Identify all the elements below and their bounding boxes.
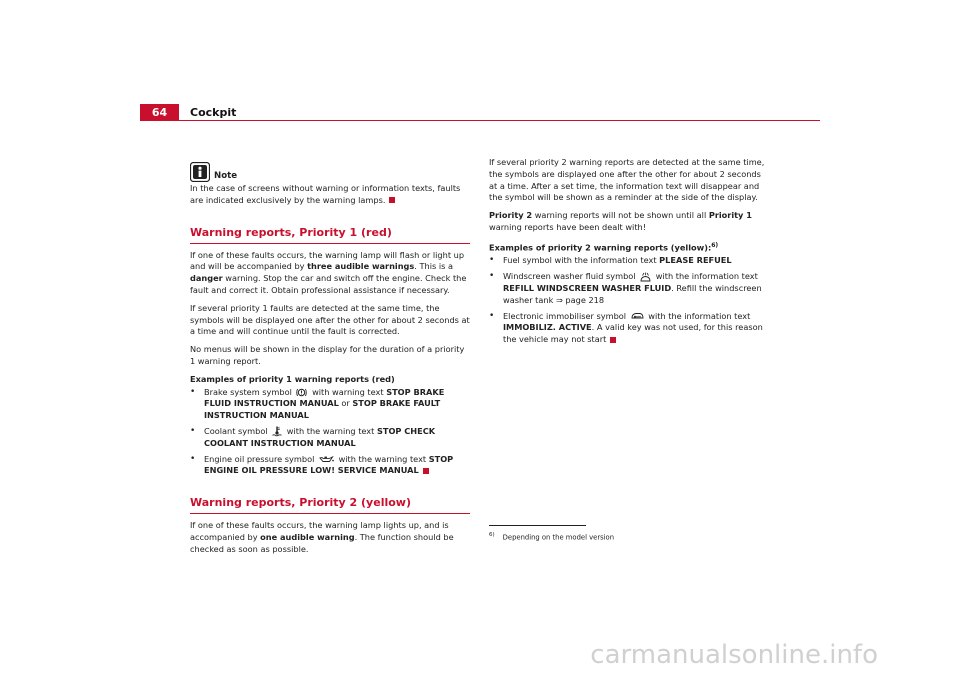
page-reference-link[interactable]: page 218	[562, 294, 605, 305]
text: warning. Stop the car and switch off the engine. Check the fault and correct it. Obtain professional assistance if necessary.	[190, 273, 467, 295]
text: with the warning text	[284, 425, 377, 436]
note-text-content: In the case of screens without warning or information texts, faults are indicated exclusively by the warning lamps.	[190, 183, 461, 205]
note-header	[190, 158, 470, 182]
priority2-paragraph-2: If several priority 2 warning reports are detected at the same time, the symbols are displayed one after the other for about 2 seconds at a time. After a set time, the information text will disappear and the symbol will be shown as a reminder at the side of the display.	[489, 157, 765, 203]
text: or	[338, 398, 353, 409]
bullet-icon: •	[489, 310, 495, 321]
text: . A valid key was not used, for this reason the vehicle may not start	[503, 322, 763, 345]
emphasis: Priority 1	[708, 210, 752, 221]
priority2-examples-heading	[489, 240, 769, 255]
text: Brake system symbol	[204, 386, 295, 397]
watermark: carmanualsonline.info	[590, 640, 878, 670]
note-title: Note	[214, 171, 238, 181]
bullet-icon: •	[190, 425, 196, 436]
header-rule	[179, 120, 820, 121]
list-item	[190, 387, 470, 422]
warning-text: STOP CHECK COOLANT INSTRUCTION MANUAL	[204, 425, 436, 448]
right-column	[489, 157, 769, 350]
page-link-arrow[interactable]: ⇒	[555, 294, 563, 305]
text: If one of these faults occurs, the warning lamp will flash or light up and will be accompanied by	[190, 249, 465, 272]
list-item	[489, 311, 769, 346]
list-item	[190, 426, 470, 450]
section-heading-priority-1: Warning reports, Priority 1 (red)	[190, 226, 470, 244]
warning-text: IMMOBILIZ. ACTIVE	[503, 322, 592, 333]
oil-pressure-icon	[319, 455, 334, 463]
warning-text: REFILL WINDSCREEN WASHER FLUID	[503, 282, 672, 293]
text: If one of these faults occurs, the warning lamp lights up, and is accompanied by	[190, 520, 449, 542]
text: with the information text	[653, 271, 758, 282]
page-header-title: Cockpit	[190, 106, 237, 119]
emphasis: three audible warnings	[307, 261, 415, 272]
bullet-icon: •	[190, 386, 196, 397]
bullet-icon: •	[489, 255, 495, 266]
end-mark-icon	[610, 337, 616, 343]
priority1-paragraph-1	[190, 250, 470, 297]
text: . This is a	[414, 261, 453, 272]
text: Electronic immobiliser symbol	[503, 310, 629, 321]
text: with the information text	[645, 310, 751, 321]
left-column	[190, 158, 470, 562]
immobiliser-key-icon	[631, 312, 644, 320]
priority1-examples-heading: Examples of priority 1 warning reports (red)	[190, 373, 395, 384]
warning-text: STOP BRAKE FLUID INSTRUCTION MANUAL	[204, 386, 445, 409]
washer-fluid-icon	[640, 272, 651, 282]
emphasis: danger	[190, 273, 223, 284]
text: Engine oil pressure symbol	[204, 453, 317, 464]
note-icon	[190, 162, 210, 182]
priority1-paragraph-3: No menus will be shown in the display for the duration of a priority 1 warning report.	[190, 344, 465, 366]
priority1-paragraph-2: If several priority 1 faults are detected at the same time, the symbols will be displayed one after the other for about 2 seconds at a time and will continue until the fault is corrected.	[190, 302, 470, 337]
footnote-mark: 6)	[489, 532, 495, 538]
priority2-paragraph-1	[190, 520, 470, 555]
text: warning reports have been dealt with!	[489, 221, 647, 232]
text: with the warning text	[335, 453, 429, 464]
warning-text: STOP BRAKE FAULT INSTRUCTION MANUAL	[204, 398, 441, 421]
note-text	[190, 183, 470, 207]
section-heading-priority-2: Warning reports, Priority 2 (yellow)	[190, 496, 470, 514]
text: warning reports will not be shown until all	[532, 210, 709, 221]
text: . The function should be checked as soon as possible.	[190, 531, 454, 554]
end-mark-icon	[389, 197, 395, 203]
footnote	[489, 530, 614, 542]
footnote-rule	[489, 525, 586, 526]
text: with warning text	[309, 386, 387, 397]
page-number: 64	[140, 104, 179, 121]
list-item	[190, 454, 470, 478]
emphasis: one audible warning	[260, 531, 355, 542]
footnote-reference[interactable]: 6)	[711, 241, 719, 249]
bullet-icon: •	[190, 453, 196, 464]
bullet-icon: •	[489, 271, 495, 282]
end-mark-icon	[423, 468, 429, 474]
list-item	[489, 271, 769, 306]
text: Fuel symbol with the information text	[503, 255, 660, 266]
warning-text: STOP ENGINE OIL PRESSURE LOW! SERVICE MANUAL	[204, 453, 454, 476]
text: . Refill the windscreen washer tank	[503, 282, 762, 305]
brake-system-icon	[296, 388, 307, 397]
text: Coolant symbol	[204, 425, 271, 436]
priority2-paragraph-3	[489, 210, 769, 234]
footnote-text: Depending on the model version	[502, 533, 615, 542]
text: Examples of priority 2 warning reports (yellow):	[489, 242, 712, 253]
text: Windscreen washer fluid symbol	[503, 271, 639, 282]
coolant-icon	[272, 426, 282, 437]
emphasis: Priority 2	[489, 210, 533, 221]
list-item	[489, 255, 769, 267]
warning-text: PLEASE REFUEL	[659, 255, 732, 266]
